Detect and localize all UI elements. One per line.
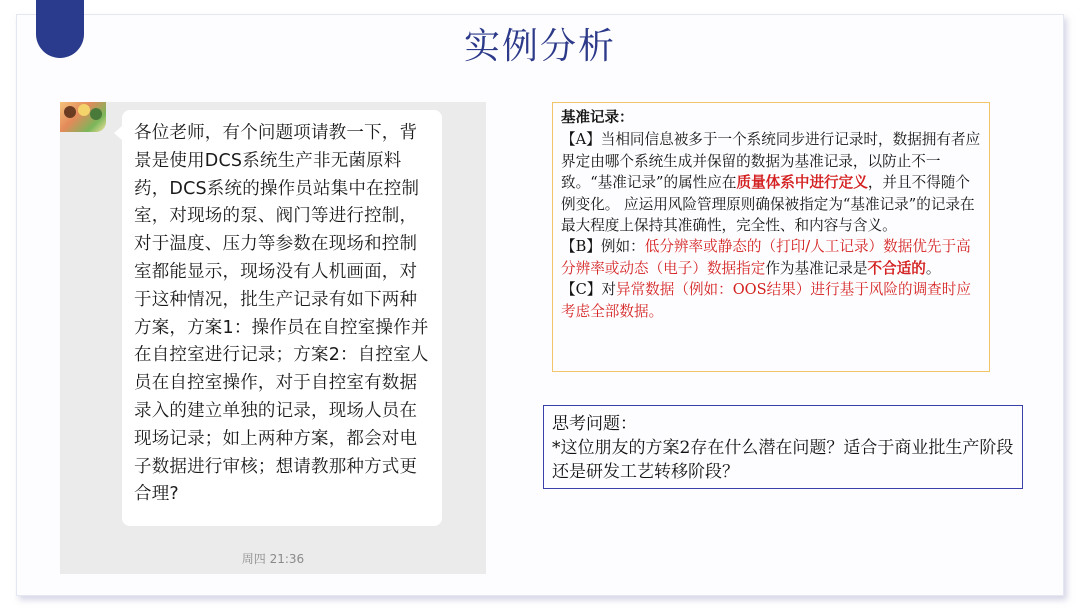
clause-c-text: 对 [601,281,616,299]
standard-record-heading: 基准记录： [561,110,634,126]
chat-timestamp: 周四 21:36 [241,552,305,566]
clause-a-label: 【A】 [561,131,601,149]
clause-b-text: 例如： [600,238,645,256]
avatar [60,102,106,132]
clause-c-label: 【C】 [561,281,602,299]
clause-c [561,279,981,322]
clause-b [561,236,981,279]
clause-a-text-2: ，并且不得随个例变化。 应运用风险管理原则确保被指定为“基准记录”的记录在最大程度上保持其准确性，完全性、和内容与含义。 [561,174,975,235]
question-box [543,405,1023,489]
standard-record-box [552,102,990,372]
question-text: *这位朋友的方案2存在什么潜在问题？适合于商业批生产阶段还是研发工艺转移阶段？ [552,438,1014,482]
chat-message-text: 各位老师，有个问题项请教一下，背景是使用DCS系统生产非无菌原料药，DCS系统的操作员站集中在控制室，对现场的泵、阀门等进行控制，对于温度、压力等参数在现场和控制室都能显示，现场没有人机画面，对于这种情况，批生产记录有如下两种方案，方案1：操作员在自控室操作并在自控室进行记录；方案2：自控室人员在自控室操作，对于自控室有数据录入的建立单独的记录，现场人员在现场记录；如上两种方案，都会对电子数据进行审核；想请教那种方式更合理? [134,123,429,505]
clause-b-text-2: 作为基准记录是 [765,259,868,277]
clause-b-emphasis: 不合适的 [867,259,926,277]
clause-b-label: 【B】 [561,238,601,256]
clause-a [561,129,981,236]
clause-c-highlight: 异常数据（例如：OOS结果）进行基于风险的调查时应考虑全部数据。 [561,281,971,320]
question-heading: 思考问题： [552,414,637,434]
chat-screenshot [60,102,486,574]
clause-b-highlight: 低分辨率或静态的（打印/人工记录）数据优先于高分辨率或动态（电子）数据指定 [561,238,971,277]
clause-a-highlight: 质量体系中进行定义 [736,174,868,192]
clause-b-end: 。 [925,259,941,277]
chat-message-bubble [122,110,442,526]
clause-a-text: 当相同信息被多于一个系统同步进行记录时，数据拥有者应界定由哪个系统生成并保留的数据为基准记录，以防止不一致。“基准记录”的属性应在 [561,131,981,192]
slide-title: 实例分析 [463,26,616,67]
